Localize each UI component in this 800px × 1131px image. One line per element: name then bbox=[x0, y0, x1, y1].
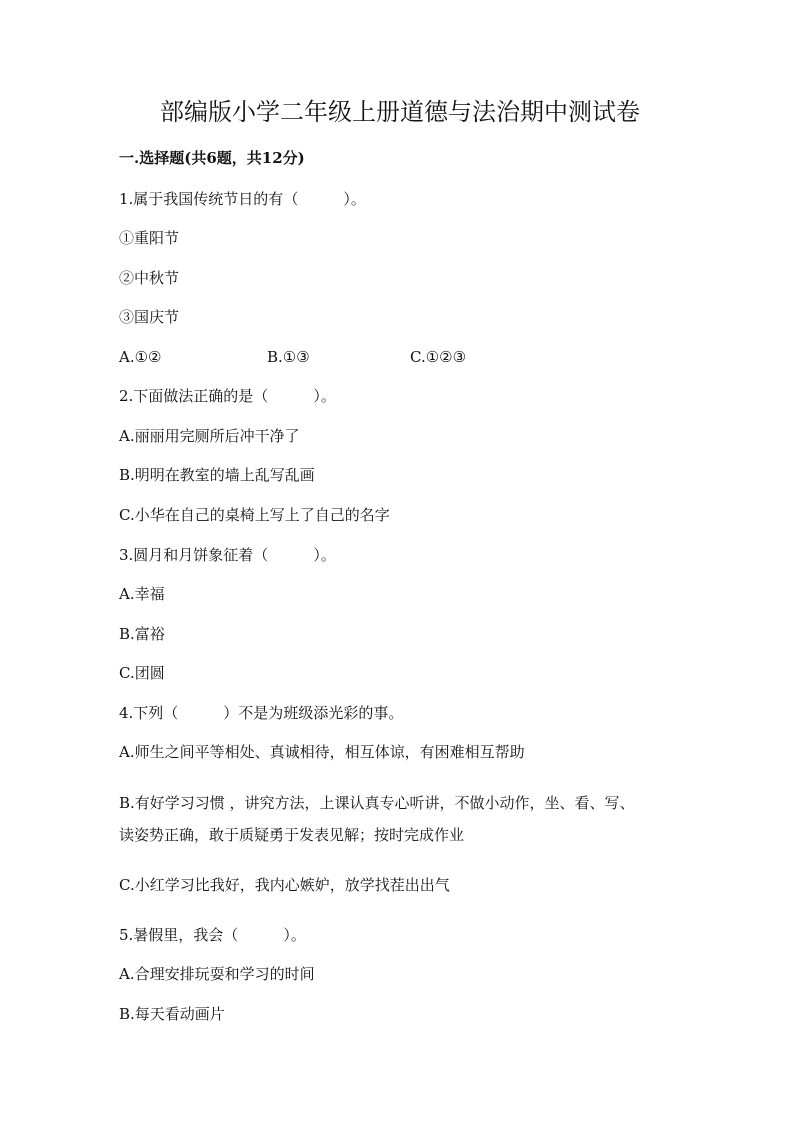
question-2-option-b: B.明明在教室的墙上乱写乱画 bbox=[119, 466, 315, 484]
question-1-stem: 1.属于我国传统节日的有（ ）。 bbox=[119, 190, 366, 208]
question-4-option-b-line-1: B.有好学习习惯 ，讲究方法，上课认真专心听讲，不做小动作，坐、看、写、 bbox=[119, 794, 635, 812]
question-4-stem: 4.下列（ ）不是为班级添光彩的事。 bbox=[119, 704, 404, 722]
question-2-stem: 2.下面做法正确的是（ ）。 bbox=[119, 387, 336, 405]
question-5-option-a: A.合理安排玩耍和学习的时间 bbox=[119, 965, 315, 983]
question-3-option-a: A.幸福 bbox=[119, 585, 165, 603]
question-1-item-2: ②中秋节 bbox=[119, 269, 180, 287]
question-3-option-c: C.团圆 bbox=[119, 664, 165, 682]
question-1-option-b: B.①③ bbox=[267, 348, 310, 366]
question-2-option-a: A.丽丽用完厕所后冲干净了 bbox=[119, 427, 300, 445]
question-1-option-c: C.①②③ bbox=[410, 348, 467, 366]
page-title: 部编版小学二年级上册道德与法治期中测试卷 bbox=[160, 98, 640, 126]
question-3-stem: 3.圆月和月饼象征着（ ）。 bbox=[119, 546, 336, 564]
question-1-item-3: ③国庆节 bbox=[119, 308, 180, 326]
question-1-option-a: A.①② bbox=[119, 348, 162, 366]
question-4-option-a: A.师生之间平等相处、真诚相待，相互体谅，有困难相互帮助 bbox=[119, 743, 525, 761]
question-5-stem: 5.暑假里，我会（ ）。 bbox=[119, 926, 306, 944]
question-5-option-b: B.每天看动画片 bbox=[119, 1005, 225, 1023]
question-4-option-b-line-2: 读姿势正确，敢于质疑勇于发表见解；按时完成作业 bbox=[119, 826, 465, 844]
question-4-option-c: C.小红学习比我好，我内心嫉妒，放学找茬出出气 bbox=[119, 876, 450, 894]
section-heading: 一.选择题(共6题，共12分) bbox=[119, 149, 305, 167]
question-1-item-1: ①重阳节 bbox=[119, 229, 180, 247]
question-2-option-c: C.小华在自己的桌椅上写上了自己的名字 bbox=[119, 506, 390, 524]
question-3-option-b: B.富裕 bbox=[119, 625, 165, 643]
